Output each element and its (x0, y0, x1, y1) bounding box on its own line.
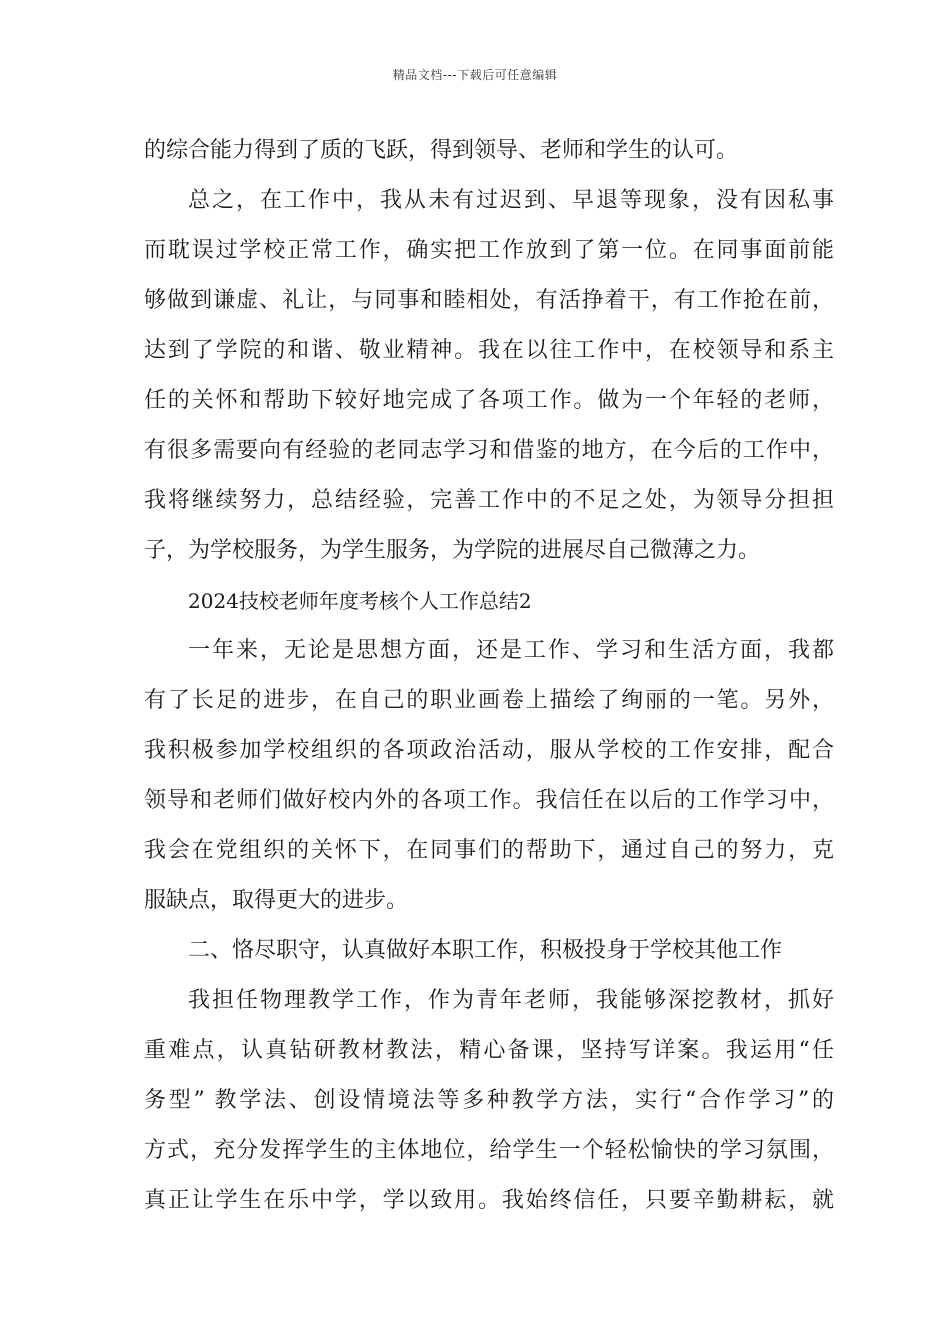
text-line: 我会在党组织的关怀下，在同事们的帮助下，通过自己的努力，克 (144, 838, 834, 863)
text-line: 我将继续努力，总结经验，完善工作中的不足之处，为领导分担担 (144, 488, 834, 513)
text-line: 有了长足的进步，在自己的职业画卷上描绘了绚丽的一笔。另外， (144, 688, 834, 713)
text-line: 真正让学生在乐中学，学以致用。我始终信任，只要辛勤耕耘，就 (144, 1188, 834, 1213)
paragraph-first-line: 总之，在工作中，我从未有过迟到、早退等现象，没有因私事 (188, 188, 834, 213)
text-line: 达到了学院的和谐、敬业精神。我在以往工作中，在校领导和系主 (144, 338, 834, 363)
paragraph-first-line: 一年来，无论是思想方面，还是工作、学习和生活方面，我都 (188, 638, 834, 663)
text-line: 务型” 教学法、创设情境法等多种教学方法，实行“合作学习”的 (144, 1088, 834, 1113)
paragraph-first-line: 我担任物理教学工作，作为青年老师，我能够深挖教材，抓好 (188, 988, 834, 1013)
text-line: 任的关怀和帮助下较好地完成了各项工作。做为一个年轻的老师， (144, 388, 834, 413)
text-line: 重难点，认真钻研教材教法，精心备课，坚持写详案。我运用“任 (144, 1038, 834, 1063)
section-heading: 2024技校老师年度考核个人工作总结2 (188, 589, 532, 613)
text-line: 而耽误过学校正常工作，确实把工作放到了第一位。在同事面前能 (144, 238, 834, 263)
text-line: 有很多需要向有经验的老同志学习和借鉴的地方，在今后的工作中， (144, 438, 834, 463)
text-line: 我积极参加学校组织的各项政治活动，服从学校的工作安排，配合 (144, 738, 834, 763)
text-line: 领导和老师们做好校内外的各项工作。我信任在以后的工作学习中， (144, 788, 834, 813)
text-line: 方式，充分发挥学生的主体地位，给学生一个轻松愉快的学习氛围， (144, 1138, 834, 1163)
text-line: 的综合能力得到了质的飞跃，得到领导、老师和学生的认可。 (144, 138, 739, 163)
text-line: 服缺点，取得更大的进步。 (144, 888, 409, 913)
document-body (144, 126, 834, 1226)
page-header: 精品文档---下载后可任意编辑 (392, 68, 558, 82)
text-line: 子，为学校服务，为学生服务，为学院的进展尽自己微薄之力。 (144, 538, 761, 563)
text-line: 够做到谦虚、礼让，与同事和睦相处，有活挣着干，有工作抢在前， (144, 288, 834, 313)
section-heading: 二、恪尽职守，认真做好本职工作，积极投身于学校其他工作 (188, 938, 783, 963)
